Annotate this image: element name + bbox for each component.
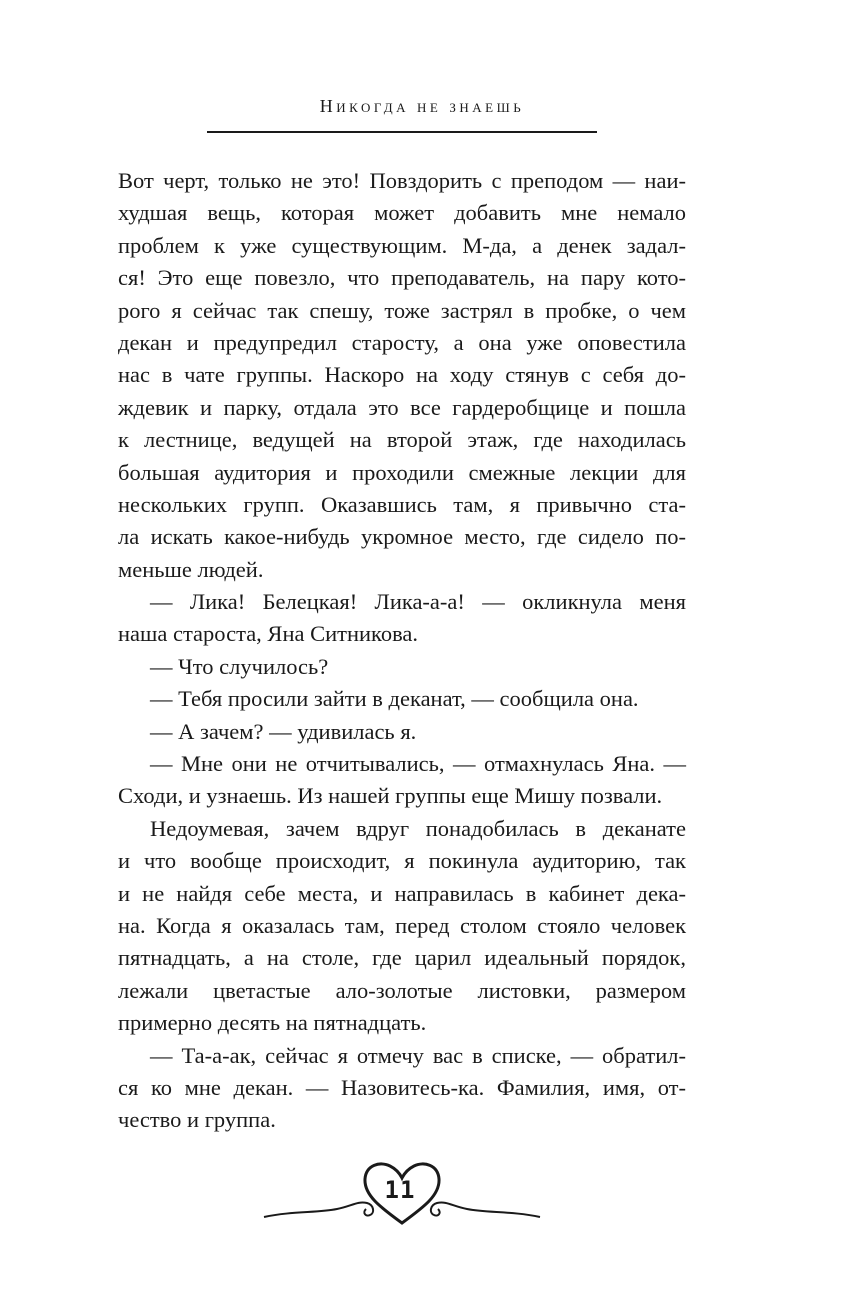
text-line: — А зачем? — удивилась я. — [150, 718, 417, 744]
text-line: чество и группа. — [118, 1107, 276, 1133]
text-line: нас в чате группы. Наскоро на ходу стянув с себя до- — [118, 362, 686, 388]
text-line: худшая вещь, которая может добавить мне немало — [118, 200, 686, 226]
text-line: и не найдя себе места, и направилась в кабинет дека- — [118, 880, 686, 906]
text-line: — Лика! Белецкая! Лика-а-а! — окликнула меня — [150, 589, 686, 615]
text-line: на. Когда я оказалась там, перед столом стояло человек — [118, 912, 686, 938]
text-line: — Что случилось? — [150, 653, 329, 679]
text-line: наша староста, Яна Ситникова. — [118, 621, 419, 647]
text-line: проблем к уже существующим. М-да, а денек задал- — [118, 232, 686, 258]
text-line: рого я сейчас так спешу, тоже застрял в пробке, о чем — [118, 297, 686, 323]
text-line: лежали цветастые ало-золотые листовки, размером — [118, 977, 686, 1003]
text-line: меньше людей. — [118, 556, 264, 582]
text-line: ся ко мне декан. — Назовитесь-ка. Фамилия, имя, от- — [118, 1074, 686, 1100]
text-line: — Та-а-ак, сейчас я отмечу вас в списке, — обратил- — [150, 1042, 686, 1068]
text-line: Вот черт, только не это! Повздорить с преподом — наи- — [118, 168, 686, 193]
text-line: и что вообще происходит, я покинула аудиторию, так — [118, 848, 686, 874]
text-line: большая аудитория и проходили смежные лекции для — [118, 459, 686, 485]
text-line: к лестнице, ведущей на второй этаж, где находилась — [118, 427, 686, 453]
text-line: примерно десять на пятнадцать. — [118, 1010, 427, 1036]
text-line: ждевик и парку, отдала это все гардеробщице и пошла — [118, 394, 686, 420]
text-line: ся! Это еще повезло, что преподаватель, на пару кото- — [118, 265, 686, 291]
running-head: Никогда не знаешь — [319, 96, 525, 116]
header-rule — [207, 131, 597, 133]
text-line: декан и предупредил старосту, а она уже оповестила — [118, 329, 686, 355]
text-line: нескольких групп. Оказавшись там, я привычно ста- — [118, 491, 686, 517]
text-line: — Мне они не отчитывались, — отмахнулась Яна. — — [150, 751, 686, 777]
text-line: ла искать какое-нибудь укромное место, где сидело по- — [118, 524, 686, 550]
text-line: — Тебя просили зайти в деканат, — сообщила она. — [150, 686, 639, 712]
text-line: пятнадцать, а на столе, где царил идеальный порядок, — [118, 945, 686, 971]
text-line: Сходи, и узнаешь. Из нашей группы еще Мишу позвали. — [118, 783, 663, 809]
page-number: 11 — [384, 1176, 416, 1204]
body-text — [118, 165, 686, 1137]
text-line: Недоумевая, зачем вдруг понадобилась в деканате — [150, 815, 686, 841]
